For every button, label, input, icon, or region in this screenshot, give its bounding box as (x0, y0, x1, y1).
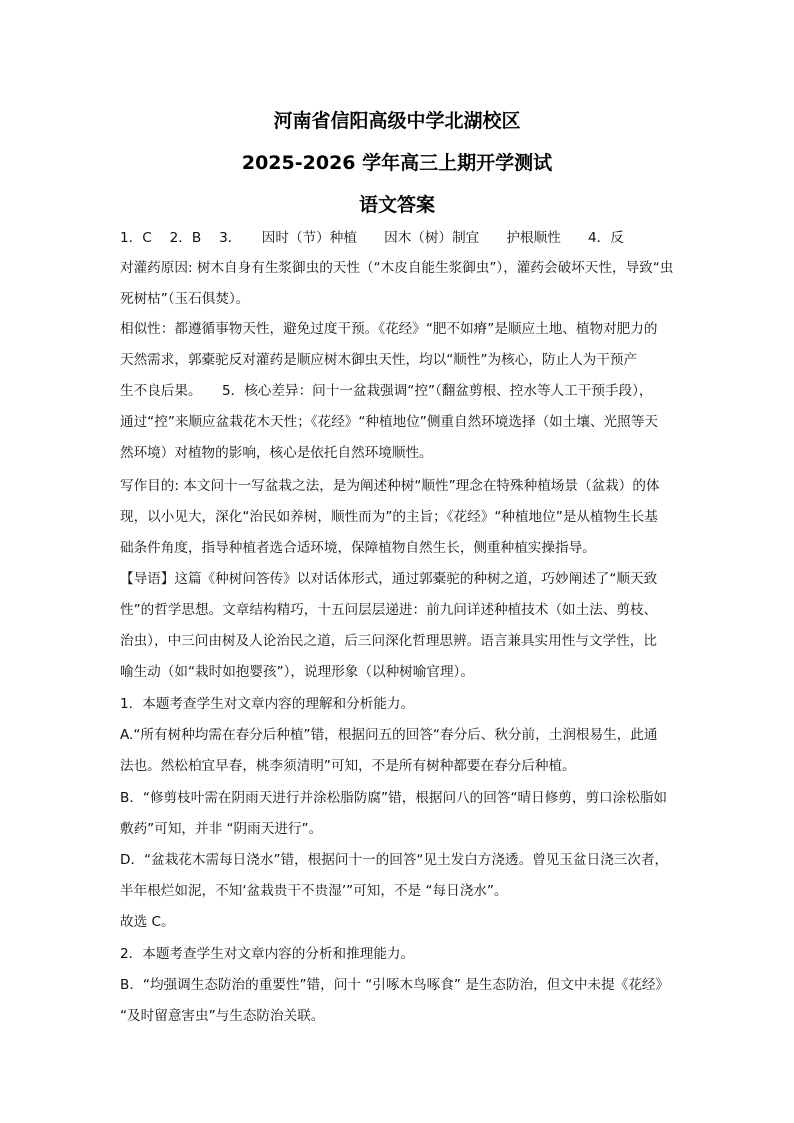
answer-line: 现，以小见大，深化“治民如养树，顺性而为”的主旨；《花经》“种植地位”是从植物生长基 (120, 509, 658, 525)
answer-line: 1．本题考查学生对文章内容的理解和分析能力。 (120, 696, 415, 712)
answer-line: 对灌药原因: 树木自身有生浆御虫的天性（“木皮自能生浆御虫”），灌药会破坏天性，导致“虫 (120, 260, 674, 276)
exam-title: 2025-2026 学年高三上期开学测试 (241, 152, 553, 174)
answer-line: B．“修剪枝叶需在阴雨天进行并涂松脂防腐”错，根据问八的回答“晴日修剪，剪口涂松脂如 (120, 790, 668, 806)
answer-line: 治虫），中三问由树及人论治民之道，后三问深化哲理思辨。语言兼具实用性与文学性，比 (120, 633, 657, 649)
school-title: 河南省信阳高级中学北湖校区 (273, 110, 521, 132)
answer-line: 性”的哲学思想。文章结构精巧，十五问层层递进：前九问详述种植技术（如土法、剪枝、 (120, 602, 658, 618)
answer-line: A.“所有树种均需在春分后种植”错，根据问五的回答“春分后、秋分前，土润根易生，此通 (120, 727, 658, 743)
answer-line: 天然需求，郭橐驼反对灌药是顺应树木御虫天性，均以“顺性”为核心，防止人为干预产 (120, 352, 638, 368)
answer-line: “及时留意害虫”与生态防治关联。 (120, 1008, 325, 1024)
answer-line: D．“盆栽花木需每日浇水”错，根据问十一的回答“见土发白方浇透。曾见玉盆日浇三次者， (120, 852, 669, 868)
answer-line: 法也。然松柏宜早春，桃李须清明”可知，不是所有树种都要在春分后种植。 (120, 758, 576, 774)
answer-line: 生不良后果。 5．核心差异：问十一盆栽强调“控”（翻盆剪根、控水等人工干预手段）， (120, 383, 653, 399)
subject-title: 语文答案 (358, 194, 435, 216)
answer-line: 相似性：都遵循事物天性，避免过度干预。《花经》“肥不如瘠”是顺应土地、植物对肥力的 (120, 321, 658, 337)
answer-line: 2．本题考查学生对文章内容的分析和推理能力。 (120, 946, 415, 962)
answer-line: 然环境）对植物的影响，核心是依托自然环境顺性。 (120, 445, 433, 461)
answer-line: B．“均强调生态防治的重要性”错，问十 “引啄木鸟啄食” 是生态防治，但文中未提《花经》 (120, 977, 670, 993)
answer-line: 敷药”可知，并非 “阴雨天进行”。 (120, 821, 323, 837)
answer-line: 半年根烂如泥，不知‘盆栽贵干不贵湿’”可知，不是 “每日浇水”。 (120, 883, 508, 899)
answer-line: 写作目的: 本文问十一写盆栽之法，是为阐述种树“顺性”理念在特殊种植场景（盆栽）的体 (120, 478, 660, 494)
answer-line: 喻生动（如“栽时如抱婴孩”），说理形象（以种树喻官理）。 (120, 664, 474, 680)
answer-line: 故选 C。 (120, 914, 175, 930)
answer-line: 础条件角度，指导种植者选合适环境，保障植物自然生长，侧重种植实操指导。 (120, 540, 596, 556)
answer-line: 1．C 2．B 3． 因时（节）种植 因木（树）制宜 护根顺性 4．反 (120, 230, 624, 246)
answer-line: 通过“控”来顺应盆栽花木天性；《花经》“种植地位”侧重自然环境选择（如土壤、光照等天 (120, 414, 658, 430)
answer-line: 死树枯”（玉石俱焚）。 (120, 291, 250, 307)
answer-line: 【导语】这篇《种树问答传》以对话体形式，通过郭橐驼的种树之道，巧妙阐述了“顺天致 (120, 571, 658, 587)
